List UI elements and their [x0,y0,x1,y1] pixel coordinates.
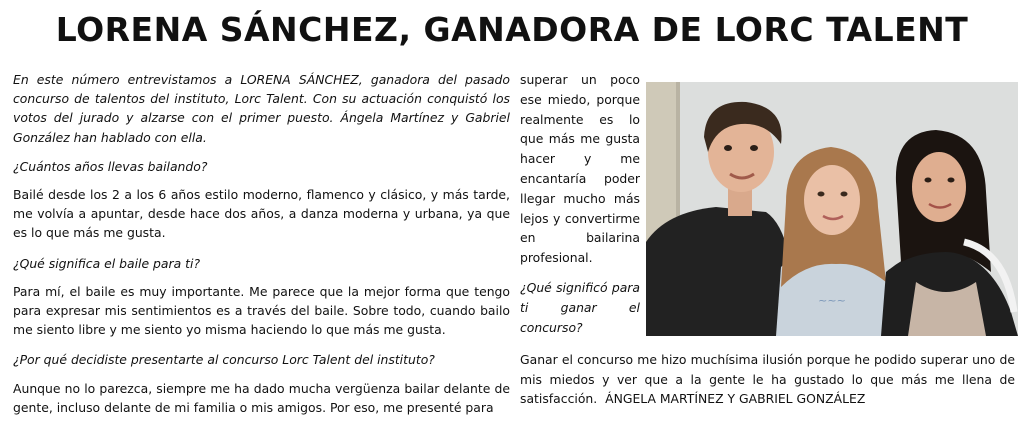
middle-column [520,70,640,347]
left-column [13,70,510,428]
bottom-right-column [520,350,1015,409]
interview-photo-icon [646,82,1018,336]
answer-3-continued: superar un poco ese miedo, porque realmente es lo que más me gusta hacer y me encantaría poder llegar mucho más lejos y convertirme en bailarina profesional. [520,72,640,266]
answer-1: Bailé desde los 2 a los 6 años estilo moderno, flamenco y clásico, y más tarde, me volvía a apuntar, desde hace dos años, a danza moderna y urbana, ya que es lo que más me gusta. [13,187,510,241]
article-authors: ÁNGELA MARTÍNEZ Y GABRIEL GONZÁLEZ [605,391,866,407]
question-1: ¿Cuántos años llevas bailando? [13,158,208,174]
answer-2: Para mí, el baile es muy importante. Me parece que la mejor forma que tengo para expresar mis sentimientos es a través del baile. Sobre todo, cuando bailo me siento libre y me siento yo misma haciendo lo que más me gusta. [13,283,510,338]
svg-text:~~~: ~~~ [818,294,846,307]
answer-4: Ganar el concurso me hizo muchísima ilusión porque he podido superar uno de mis miedos y ver que a la gente le ha gustado lo que más me llena de satisfacción. [520,352,1015,407]
question-3: ¿Por qué decidiste presentarte al concurso Lorc Talent del instituto? [13,352,435,368]
answer-3: Aunque no lo parezca, siempre me ha dado mucha vergüenza bailar delante de gente, incluso delante de mi familia o mis amigos. Por eso, me presenté para [13,380,510,415]
question-2: ¿Qué significa el baile para ti? [13,255,201,271]
article-title: LORENA SÁNCHEZ, GANADORA DE LORC TALENT [55,10,969,49]
interview-photo [646,82,1018,336]
answer-4-block [520,350,1015,409]
article-intro: En este número entrevistamos a LORENA SÁNCHEZ, ganadora del pasado concurso de talentos del instituto, Lorc Talent. Con su actuación conquistó los votos del jurado y alzarse con el primer puesto. Ángela Martínez y Gabriel González han hablado con ella. [13,72,510,145]
question-4: ¿Qué significó para ti ganar el concurso? [520,279,640,335]
